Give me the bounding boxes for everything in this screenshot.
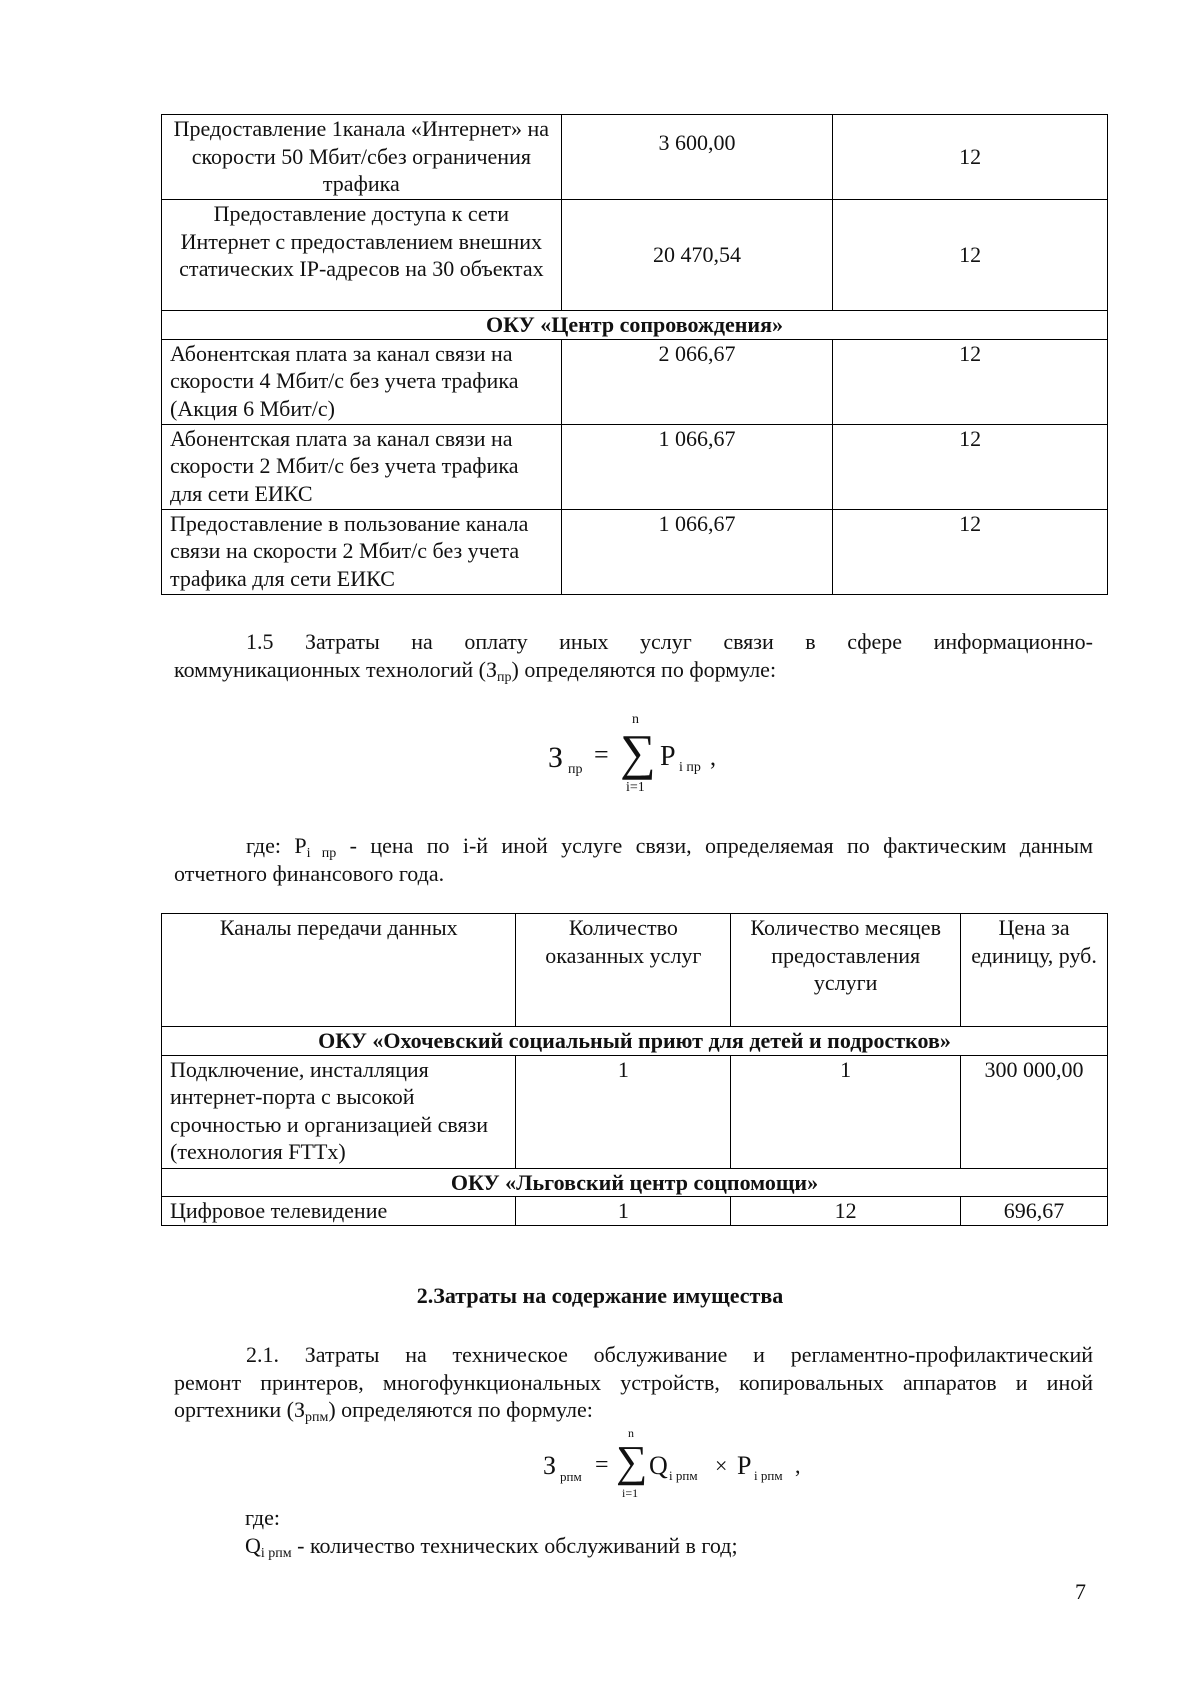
paragraph-1-5 [174,628,1093,683]
table-row [162,115,1108,200]
formula-lhs: З [543,1451,557,1480]
formula-upper-limit: n [628,1426,634,1440]
formula-q-sub: i рпм [669,1468,698,1483]
table-row [162,1197,1108,1226]
header-cell: Количество оказанных услуг [516,914,731,1027]
formula-term: P [660,741,676,772]
formula-tail: , [795,1453,801,1478]
service-price: 20 470,54 [561,200,833,311]
formula-equals: = [595,1452,609,1478]
service-months: 1 [731,1055,961,1168]
formula-p: P [737,1451,752,1480]
section-row [162,1027,1108,1056]
formula-times: × [715,1453,728,1478]
table-row [162,424,1108,509]
section-title: ОКУ «Льговский центр соцпомощи» [162,1168,1108,1197]
paragraph-line: отчетного финансового года. [174,860,445,886]
services-table-2 [161,913,1108,1226]
where-label: где: [245,1505,280,1530]
formula-zrpm [543,1426,803,1502]
paragraph-2-1 [174,1341,1093,1424]
service-name: Цифровое телевидение [162,1197,516,1226]
where-paragraph-1 [174,832,1093,887]
formula-lower-limit: i=1 [626,780,645,795]
service-months: 12 [833,339,1108,424]
where-definition: Qi рпм - количество технических обслуживаний в год; [245,1533,738,1561]
formula-lower-limit: i=1 [622,1486,639,1500]
header-cell: Цена за единицу, руб. [961,914,1108,1027]
service-price: 300 000,00 [961,1055,1108,1168]
formula-p-sub: i рпм [754,1468,783,1483]
table-row [162,339,1108,424]
page-number: 7 [1075,1579,1086,1604]
paragraph-line: 2.1. Затраты на техническое обслуживание и регламентно-профилактический [246,1342,1093,1367]
section-row [162,311,1108,340]
service-months: 12 [833,115,1108,200]
service-name: Подключение, инсталляция интернет-порта с высокой срочностью и организацией связи (технология FTTx) [162,1055,516,1168]
section-title: ОКУ «Центр сопровождения» [162,311,1108,340]
service-months: 12 [833,200,1108,311]
paragraph-line: оргтехники (Зрпм) определяются по формуле: [174,1397,593,1425]
service-qty: 1 [516,1055,731,1168]
header-cell: Каналы передачи данных [162,914,516,1027]
service-months: 12 [833,424,1108,509]
table-row [162,200,1108,311]
service-name: Абонентская плата за канал связи на скорости 2 Мбит/с без учета трафика для сети ЕИКС [162,424,562,509]
service-months: 12 [833,509,1108,594]
service-name: Предоставление доступа к сети Интернет с предоставлением внешних статических IP-адресов на 30 объектах [162,200,562,311]
service-name: Предоставление в пользование канала связи на скорости 2 Мбит/с без учета трафика для сети ЕИКС [162,509,562,594]
formula-term-sub: i пр [679,760,701,775]
service-price: 1 066,67 [561,424,833,509]
service-price: 3 600,00 [561,115,833,200]
header-cell: Количество месяцев предоставления услуги [731,914,961,1027]
table-row [162,509,1108,594]
service-price: 1 066,67 [561,509,833,594]
table-header-row [162,914,1108,1027]
paragraph-line: где: Pi пр - цена по i-й иной услуге связи, определяемая по фактическим данным [246,833,1093,861]
paragraph-line: ремонт принтеров, многофункциональных устройств, копировальных аппаратов и иной [174,1369,1093,1395]
service-name: Абонентская плата за канал связи на скорости 4 Мбит/с без учета трафика (Акция 6 Мбит/с) [162,339,562,424]
formula-lhs: З [548,741,564,774]
service-price: 696,67 [961,1197,1108,1226]
service-months: 12 [731,1197,961,1226]
service-price: 2 066,67 [561,339,833,424]
service-name: Предоставление 1канала «Интернет» на скорости 50 Мбит/сбез ограничения трафика [162,115,562,200]
section-row [162,1168,1108,1197]
sum-sign-icon: ∑ [616,1437,648,1486]
services-table-1 [161,114,1108,595]
formula-equals: = [594,740,609,769]
formula-q: Q [649,1451,668,1480]
formula-tail: , [710,745,716,771]
section-heading: 2.Затраты на содержание имущества [416,1283,784,1308]
section-title: ОКУ «Охочевский социальный приют для детей и подростков» [162,1027,1108,1056]
table-row [162,1055,1108,1168]
formula-lhs-sub: рпм [560,1469,582,1484]
formula-lhs-sub: пр [568,762,583,777]
service-qty: 1 [516,1197,731,1226]
formula-upper-limit: n [632,712,639,727]
sum-sign-icon: ∑ [620,724,656,780]
paragraph-line: коммуникационных технологий (Зпр) определяются по формуле: [174,656,777,685]
paragraph-line: 1.5 Затраты на оплату иных услуг связи в сфере информационно- [246,629,1093,654]
formula-zpr [548,712,728,795]
